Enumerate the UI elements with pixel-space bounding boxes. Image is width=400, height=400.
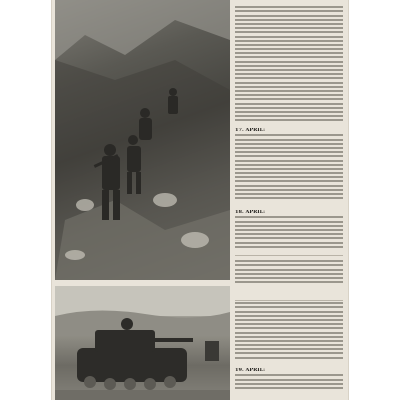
article-column-lower [235, 300, 343, 366]
section-date-18-april: 18. APRIL: [235, 210, 265, 215]
magazine-page [52, 0, 348, 400]
section-date-17-april: 17. APRIL: [235, 128, 265, 133]
article-section-19-april [235, 368, 343, 398]
soldiers-mountain-illustration [55, 0, 230, 280]
photo-tank [55, 286, 230, 400]
section-date-19-april: 19. APRIL: [235, 368, 265, 373]
photo-soldiers-mountain [55, 0, 230, 280]
article-section-18-april [235, 210, 343, 254]
article-column-top [235, 4, 343, 128]
photo-caption-box [235, 255, 343, 301]
tank-illustration [55, 286, 230, 400]
article-section-17-april [235, 128, 343, 208]
